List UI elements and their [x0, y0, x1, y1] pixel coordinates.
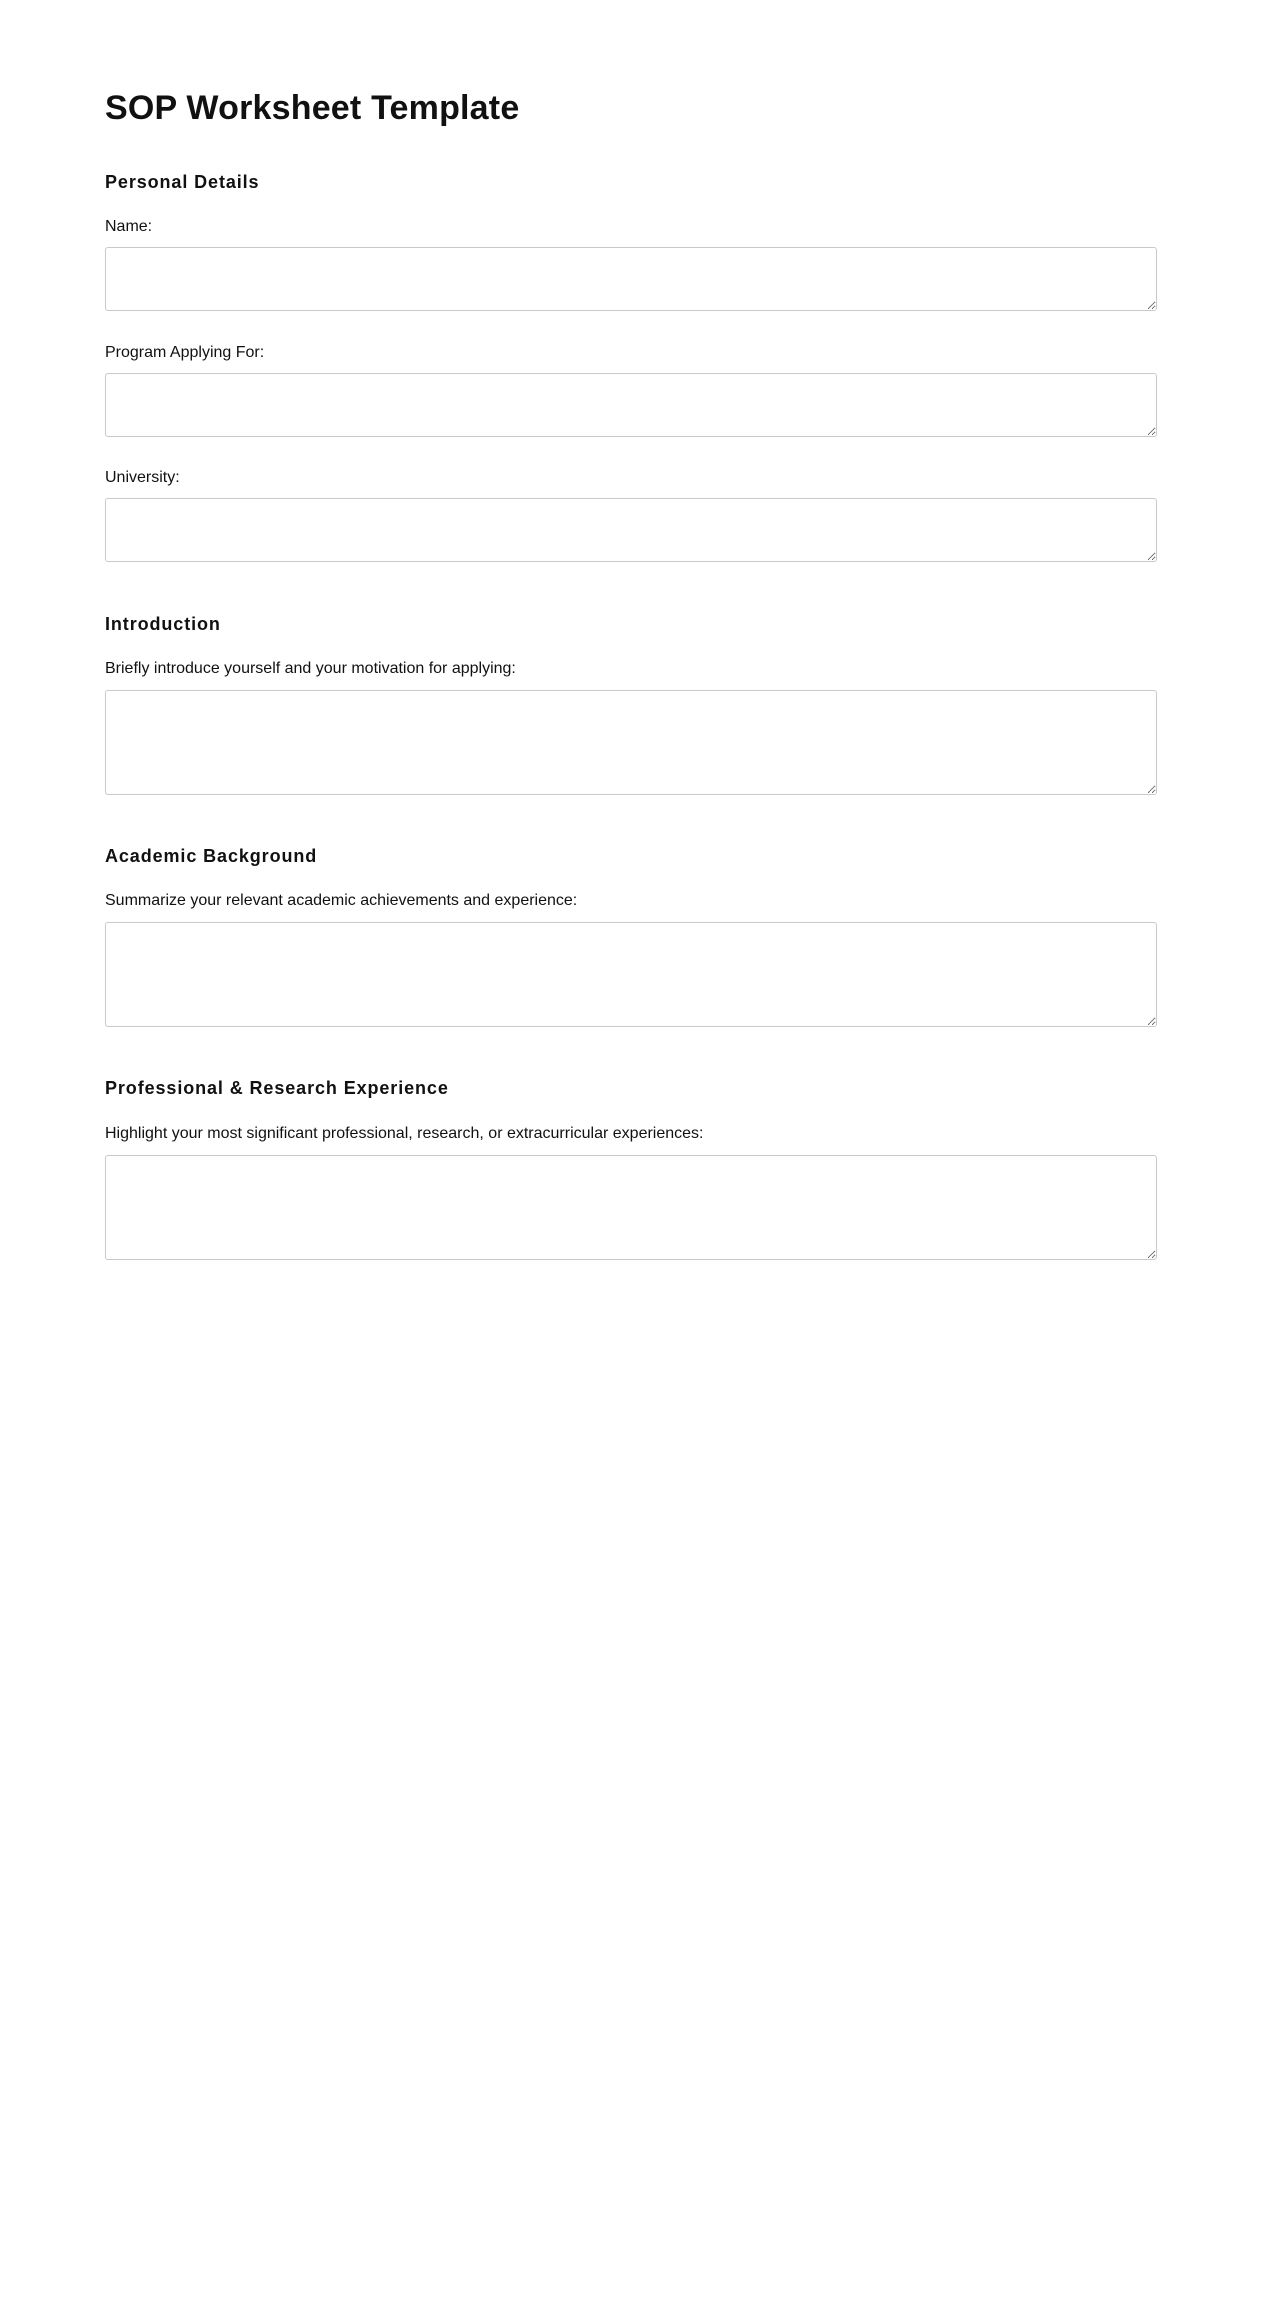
- section-heading-personal-details: Personal Details: [105, 172, 260, 192]
- experience-field[interactable]: [105, 1155, 1157, 1260]
- section-heading-experience: Professional & Research Experience: [105, 1078, 449, 1098]
- academic-prompt: Summarize your relevant academic achievements and experience:: [105, 892, 578, 909]
- section-heading-introduction: Introduction: [105, 614, 221, 634]
- university-label: University:: [105, 469, 180, 486]
- section-heading-academic-background: Academic Background: [105, 846, 318, 866]
- academic-field[interactable]: [105, 922, 1157, 1027]
- introduction-prompt: Briefly introduce yourself and your motivation for applying:: [105, 660, 516, 677]
- program-field[interactable]: [105, 373, 1157, 437]
- experience-prompt: Highlight your most significant professional, research, or extracurricular experiences:: [105, 1125, 704, 1142]
- name-label: Name:: [105, 218, 153, 235]
- page-title: SOP Worksheet Template: [105, 89, 520, 127]
- university-field[interactable]: [105, 498, 1157, 562]
- program-label: Program Applying For:: [105, 344, 265, 361]
- introduction-field[interactable]: [105, 690, 1157, 795]
- name-field[interactable]: [105, 247, 1157, 311]
